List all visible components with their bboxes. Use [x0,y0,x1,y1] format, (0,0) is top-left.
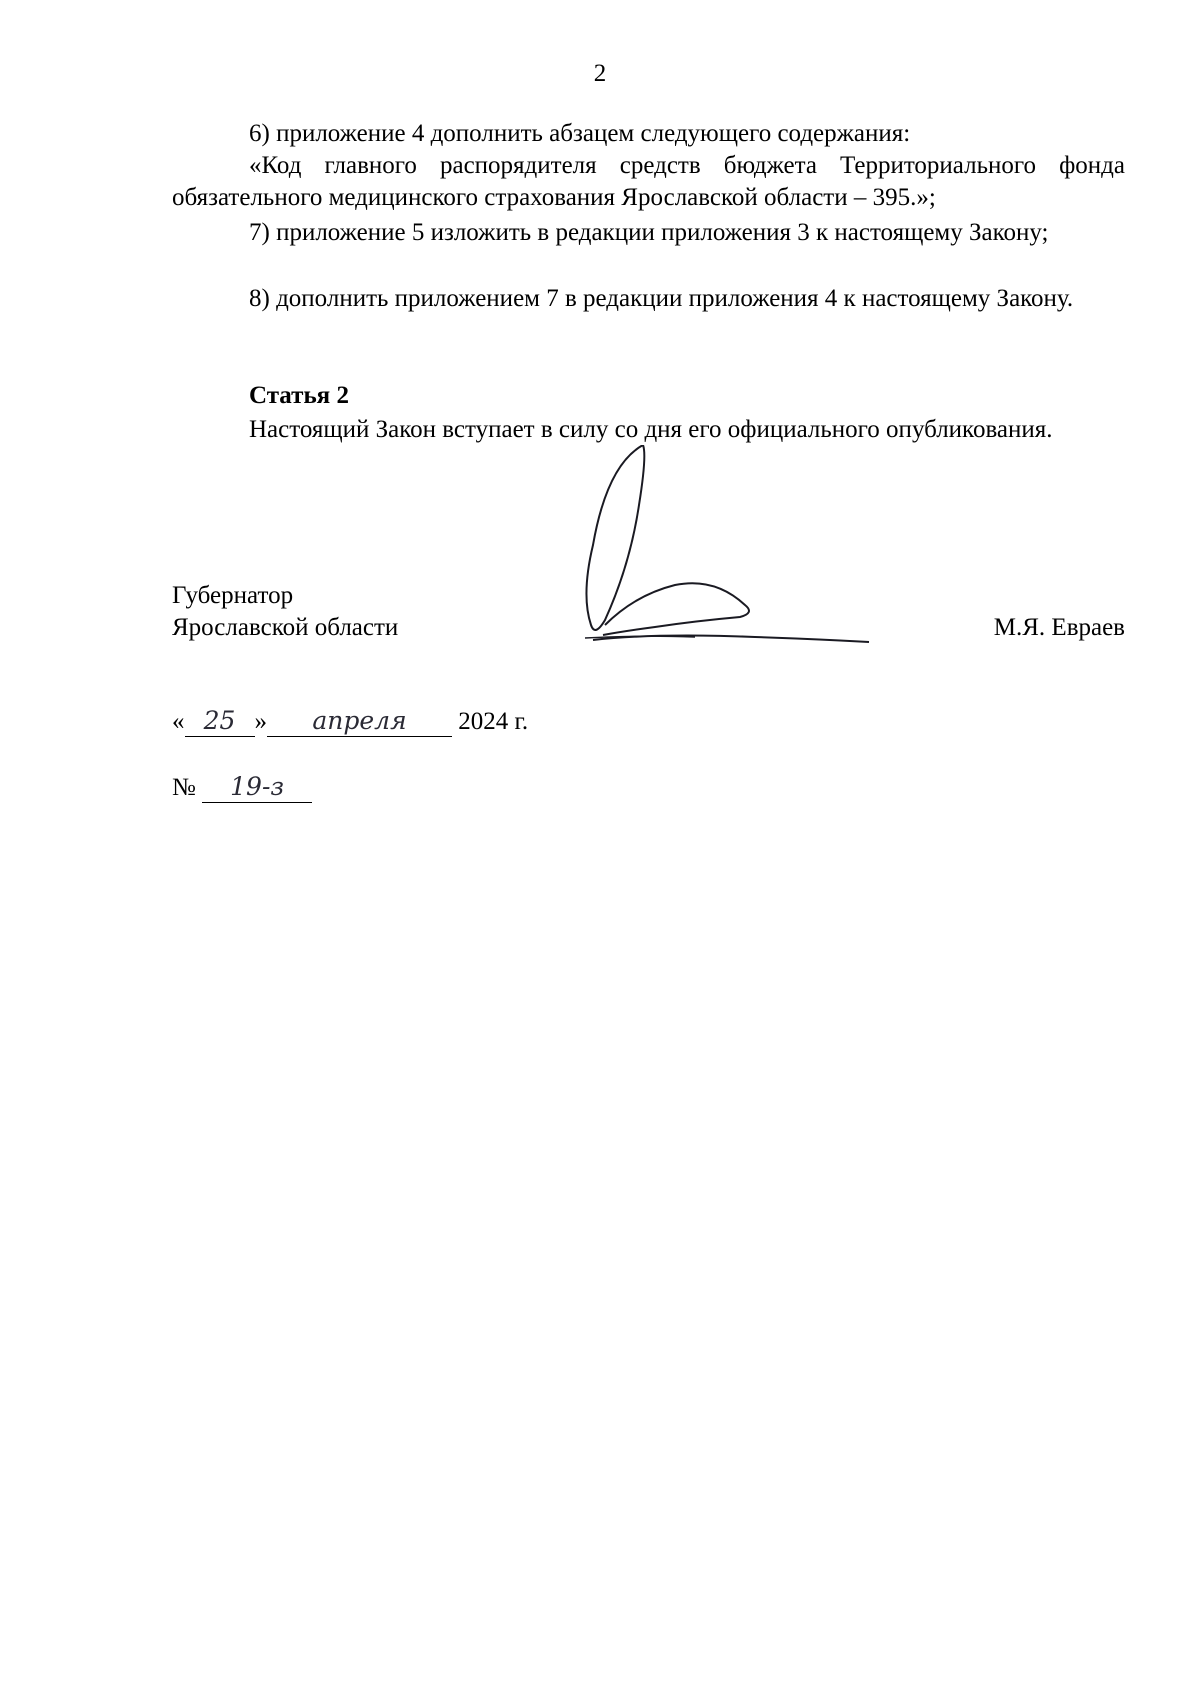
date-month: апреля [267,710,452,737]
item-6: 6) приложение 4 дополнить абзацем следующего содержания: [249,120,911,147]
item-6-quote: «Код главного распорядителя средств бюджета Территориального фонда обязательного медицинского страхования Ярославской области – 395.»; [172,152,1125,211]
signer-title-line1: Губернатор [172,582,294,609]
date-year: 2024 г. [458,708,529,735]
signer-name: М.Я. Евраев [993,614,1125,641]
number-symbol: № [172,774,196,801]
date-open-quote: « [172,708,185,735]
signer-title-line2: Ярославской области [172,614,399,641]
item-7: 7) приложение 5 изложить в редакции приложения 3 к настоящему Закону; [249,219,1049,246]
handwritten-signature [575,445,875,655]
page-number: 2 [593,60,607,87]
law-number: 19-з [202,776,312,803]
article-text: Настоящий Закон вступает в силу со дня его официального опубликования. [249,416,1053,443]
date-line [172,708,528,737]
date-close-quote: » [254,708,267,735]
item-8: 8) дополнить приложением 7 в редакции приложения 4 к настоящему Закону. [249,285,1074,312]
article-heading: Статья 2 [249,382,349,409]
date-day: 25 [185,710,255,737]
law-number-line [172,774,312,803]
